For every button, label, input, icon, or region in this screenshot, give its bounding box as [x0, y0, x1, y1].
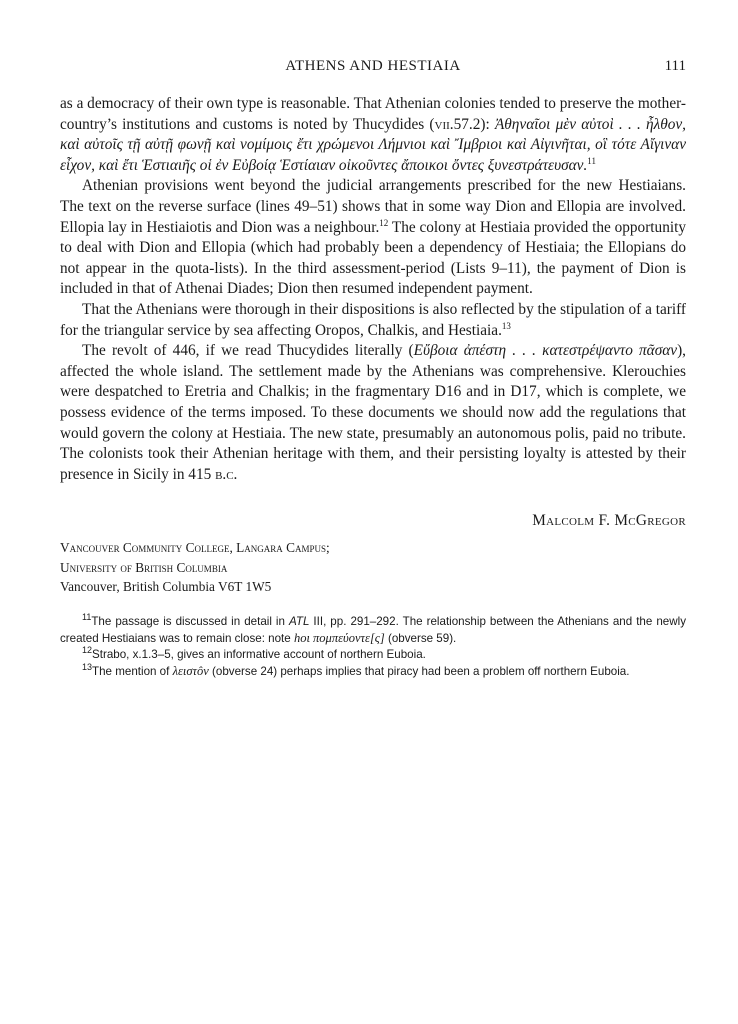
footnote-11-atl: ATL [288, 614, 310, 628]
paragraph-4 [60, 341, 686, 485]
footnotes [60, 611, 686, 681]
footnote-13-text: The mention of [92, 665, 173, 679]
paragraph-2-text-cont: The colony at Hestiaia provided the opportunity to deal with Dion and Ellopia (which had probably been a dependency of Hestiaia; the Ellopians do not appear in the quota-lists). In the third assessment-period (Lists 9–11), the payment of Dion is included in that of Athenai Diades; Dion then resumed independent payment. [60, 218, 686, 298]
footnote-11-number: 11 [82, 611, 92, 622]
paragraph-1 [60, 94, 686, 176]
paragraph-4-text-cont: ), affected the whole island. The settlement made by the Athenians was comprehensive. Klerouchies were despatched to Eretria and Chalkis; in the fragmentary D16 and in D17, which is complete, we possess evidence of the terms imposed. To these documents we should now add the regulations that would govern the colony at Hestiaia. The new state, presumably an autonomous polis, paid no tribute. The colonists took their Athenian heritage with them, and their persisting loyalty is attested by their presence in Sicily in 415 [60, 342, 686, 483]
article-body [60, 94, 686, 485]
footnote-11-greek: hοι πομπεύοντε[ς] [293, 630, 385, 645]
affiliation-line-1: Vancouver Community College, Langara Campus; [60, 540, 330, 556]
paragraph-1-text: as a democracy of their own type is reasonable. That Athenian colonies tended to preserve the mother-country’s institutions and customs is noted by Thucydides ( [60, 95, 686, 133]
footnote-11-text-3: (obverse 59). [384, 631, 457, 645]
footnote-13 [60, 663, 686, 680]
paragraph-2-text: Athenian provisions went beyond the judicial arrangements prescribed for the new Hestiaians. The text on the reverse surface (lines 49–51) shows that in some way Dion and Ellopia are involved. Ellopia lay in Hestiaiotis and Dion was a neighbour. [60, 177, 686, 236]
footnote-11 [60, 611, 686, 647]
page [60, 52, 686, 681]
paragraph-3 [60, 300, 686, 341]
affiliation-line-3: Vancouver, British Columbia V6T 1W5 [60, 579, 272, 595]
footnote-ref-13: 13 [501, 320, 511, 331]
footnote-ref-12: 12 [379, 217, 389, 228]
author-signature: Malcolm F. McGregor [532, 512, 686, 530]
era-abbreviation: b.c. [215, 465, 238, 483]
footnote-11-text: The passage is discussed in detail in [91, 614, 289, 628]
author-affiliation [60, 538, 686, 597]
paragraph-4-text: The revolt of 446, if we read Thucydides literally ( [82, 342, 414, 360]
greek-citation: Εὔβοια ἀπέστη . . . κατεστρέψαντο πᾶσαν [413, 342, 678, 360]
paragraph-1-colon: ): [480, 115, 490, 133]
page-number: 111 [664, 58, 686, 74]
footnote-12-text: Strabo, x.1.3–5, gives an informative account of northern Euboia. [92, 648, 426, 662]
footnote-13-number: 13 [82, 662, 93, 673]
footnote-12 [60, 647, 686, 663]
greek-quotation: Ἀθηναῖοι μὲν αὐτοὶ . . . ἦλθον, καὶ αὐτοῖς τῇ αὐτῇ φωνῇ καὶ νομίμοις ἔτι χρώμενοι Λήμνιοι καὶ Ἴμβριοι καὶ Αἰγινῆται, οἳ τότε Αἴγιναν εἶχον, καὶ ἔτι Ἑστιαιῆς οἱ ἐν Εὐβοίᾳ Ἑστίαιαν οἰκοῦντες ἄποικοι ὄντες ξυνεστράτευσαν. [60, 115, 687, 174]
paragraph-3-text: That the Athenians were thorough in their dispositions is also reflected by the stipulation of a tariff for the triangular service by sea affecting Oropos, Chalkis, and Hestiaia. [60, 300, 686, 339]
footnote-12-number: 12 [82, 645, 93, 656]
running-head [60, 52, 686, 78]
footnote-13-text-2: (obverse 24) perhaps implies that piracy had been a problem off northern Euboia. [208, 665, 630, 679]
running-head-title: ATHENS AND HESTIAIA [285, 58, 461, 74]
footnote-13-greek: λειστôν [172, 664, 209, 679]
paragraph-2 [60, 176, 686, 300]
thucydides-reference: vii.57.2 [434, 115, 481, 133]
footnote-11-text-2: III, pp. 291–292. The relationship between the Athenians and the newly created Hestiaians was to remain close: note [60, 614, 686, 645]
footnote-ref-11: 11 [587, 155, 596, 166]
affiliation-line-2: University of British Columbia [60, 559, 228, 575]
